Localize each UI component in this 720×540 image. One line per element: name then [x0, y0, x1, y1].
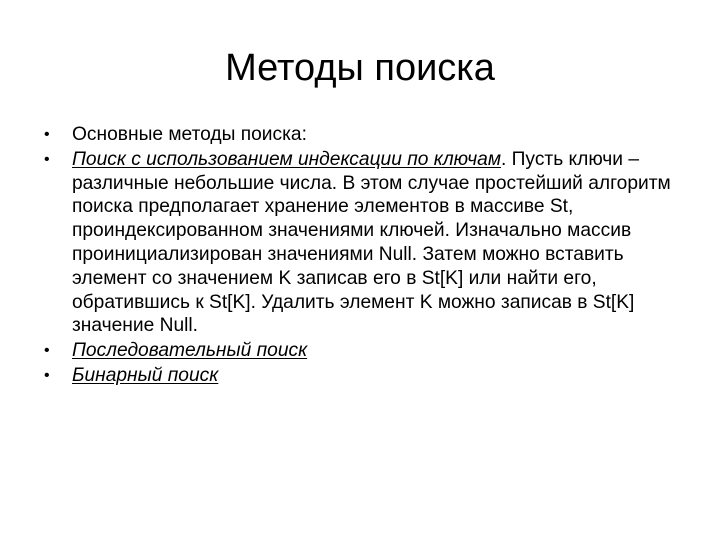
bullet-item-main-methods	[44, 123, 674, 147]
bullet-icon: •	[44, 366, 50, 384]
index-search-link[interactable]: Поиск с использованием индексации по ключам	[72, 148, 501, 170]
bullet-item-index-search	[44, 148, 674, 338]
bullet-item-sequential-search	[44, 339, 674, 363]
bullet-icon: •	[44, 342, 50, 360]
bullet-item-binary-search	[44, 364, 674, 388]
slide-title: Методы поиска	[225, 47, 495, 89]
bullet-list	[44, 123, 674, 389]
binary-search-link[interactable]: Бинарный поиск	[72, 364, 219, 386]
bullet-icon: •	[44, 126, 50, 143]
bullet-icon: •	[44, 150, 50, 168]
sequential-search-link[interactable]: Последовательный поиск	[72, 340, 308, 362]
bullet-text: Основные методы поиска:	[72, 124, 307, 145]
bullet-text: . Пусть ключи – различные небольшие числа. В этом случае простейший алгоритм поиска предполагает хранение элементов в массиве St, проиндексированном значениями ключей. Изначально массив проинициализирован значениями Null. Затем можно вставить элемент со значением K записав его в St[K] или найти его, обратившись к St[K]. Удалить элемент K можно записав в St[K] значение Null.	[72, 148, 671, 337]
